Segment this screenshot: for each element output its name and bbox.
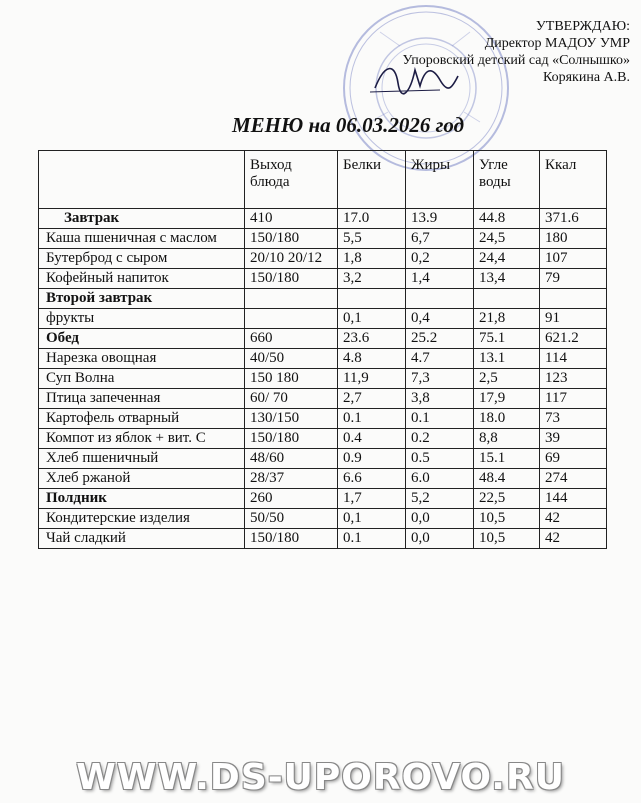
table-row [39, 529, 607, 549]
header-carbs: Угле воды [474, 151, 540, 209]
cell-name: Завтрак [39, 209, 245, 229]
cell-fat: 25.2 [406, 329, 474, 349]
cell-output: 150/180 [245, 269, 338, 289]
cell-kcal: 371.6 [540, 209, 607, 229]
cell-output: 260 [245, 489, 338, 509]
table-row [39, 469, 607, 489]
approval-name: Корякина А.В. [542, 70, 630, 85]
cell-protein: 1,7 [338, 489, 406, 509]
table-row [39, 229, 607, 249]
cell-name: Нарезка овощная [39, 349, 245, 369]
header-protein: Белки [338, 151, 406, 209]
cell-fat: 13.9 [406, 209, 474, 229]
menu-title: МЕНЮ на 06.03.2026 год [232, 113, 464, 137]
cell-carbs: 17,9 [474, 389, 540, 409]
cell-protein: 5,5 [338, 229, 406, 249]
cell-output: 40/50 [245, 349, 338, 369]
cell-carbs: 10,5 [474, 529, 540, 549]
cell-kcal: 621.2 [540, 329, 607, 349]
cell-output: 410 [245, 209, 338, 229]
cell-protein: 2,7 [338, 389, 406, 409]
cell-carbs: 24,4 [474, 249, 540, 269]
cell-protein: 0.9 [338, 449, 406, 469]
cell-output: 660 [245, 329, 338, 349]
cell-protein: 4.8 [338, 349, 406, 369]
cell-carbs [474, 289, 540, 309]
cell-output: 150/180 [245, 229, 338, 249]
cell-output [245, 289, 338, 309]
cell-kcal [540, 289, 607, 309]
cell-protein: 0.1 [338, 409, 406, 429]
table-row [39, 269, 607, 289]
cell-carbs: 15.1 [474, 449, 540, 469]
cell-name: Птица запеченная [39, 389, 245, 409]
cell-kcal: 42 [540, 529, 607, 549]
table-row [39, 249, 607, 269]
cell-carbs: 24,5 [474, 229, 540, 249]
cell-kcal: 79 [540, 269, 607, 289]
cell-name: Обед [39, 329, 245, 349]
cell-kcal: 180 [540, 229, 607, 249]
cell-name: Полдник [39, 489, 245, 509]
cell-carbs: 18.0 [474, 409, 540, 429]
cell-carbs: 2,5 [474, 369, 540, 389]
header-row [39, 151, 607, 209]
cell-carbs: 13,4 [474, 269, 540, 289]
cell-protein: 17.0 [338, 209, 406, 229]
cell-fat: 0,4 [406, 309, 474, 329]
cell-fat: 3,8 [406, 389, 474, 409]
cell-output: 48/60 [245, 449, 338, 469]
cell-kcal: 42 [540, 509, 607, 529]
cell-carbs: 48.4 [474, 469, 540, 489]
cell-protein: 11,9 [338, 369, 406, 389]
cell-kcal: 69 [540, 449, 607, 469]
cell-name: Кондитерские изделия [39, 509, 245, 529]
cell-kcal: 39 [540, 429, 607, 449]
cell-kcal: 144 [540, 489, 607, 509]
cell-fat: 0,2 [406, 249, 474, 269]
cell-fat: 0,0 [406, 509, 474, 529]
cell-protein: 3,2 [338, 269, 406, 289]
menu-table [38, 150, 607, 549]
cell-name: Бутерброд с сыром [39, 249, 245, 269]
cell-protein: 0,1 [338, 309, 406, 329]
table-row [39, 389, 607, 409]
cell-name: Хлеб ржаной [39, 469, 245, 489]
cell-fat: 6,7 [406, 229, 474, 249]
cell-fat [406, 289, 474, 309]
cell-fat: 1,4 [406, 269, 474, 289]
table-row [39, 449, 607, 469]
cell-protein: 0.4 [338, 429, 406, 449]
cell-name: Второй завтрак [39, 289, 245, 309]
table-row [39, 409, 607, 429]
cell-name: Каша пшеничная с маслом [39, 229, 245, 249]
cell-output: 60/ 70 [245, 389, 338, 409]
cell-kcal: 91 [540, 309, 607, 329]
table-row [39, 489, 607, 509]
cell-carbs: 44.8 [474, 209, 540, 229]
cell-output: 28/37 [245, 469, 338, 489]
cell-kcal: 274 [540, 469, 607, 489]
cell-output: 150/180 [245, 429, 338, 449]
cell-carbs: 21,8 [474, 309, 540, 329]
cell-fat: 0.1 [406, 409, 474, 429]
cell-fat: 0.2 [406, 429, 474, 449]
cell-name: Компот из яблок + вит. С [39, 429, 245, 449]
approval-block [330, 18, 630, 86]
cell-protein: 0.1 [338, 529, 406, 549]
header-output: Выход блюда [245, 151, 338, 209]
table-row [39, 309, 607, 329]
approval-position: Директор МАДОУ УМР [484, 36, 630, 51]
cell-name: Суп Волна [39, 369, 245, 389]
cell-fat: 0,0 [406, 529, 474, 549]
table-row [39, 349, 607, 369]
cell-protein: 1,8 [338, 249, 406, 269]
table-row [39, 429, 607, 449]
cell-output: 20/10 20/12 [245, 249, 338, 269]
cell-carbs: 13.1 [474, 349, 540, 369]
approval-heading: УТВЕРЖДАЮ: [535, 19, 630, 34]
table-row [39, 369, 607, 389]
cell-name: Чай сладкий [39, 529, 245, 549]
table-row [39, 329, 607, 349]
cell-fat: 4.7 [406, 349, 474, 369]
cell-fat: 0.5 [406, 449, 474, 469]
cell-output: 130/150 [245, 409, 338, 429]
cell-kcal: 107 [540, 249, 607, 269]
cell-carbs: 75.1 [474, 329, 540, 349]
cell-output [245, 309, 338, 329]
cell-kcal: 117 [540, 389, 607, 409]
cell-name: Картофель отварный [39, 409, 245, 429]
cell-output: 150/180 [245, 529, 338, 549]
cell-protein: 6.6 [338, 469, 406, 489]
cell-output: 50/50 [245, 509, 338, 529]
header-kcal: Ккал [540, 151, 607, 209]
cell-name: фрукты [39, 309, 245, 329]
header-dish [39, 151, 245, 209]
cell-fat: 6.0 [406, 469, 474, 489]
cell-kcal: 114 [540, 349, 607, 369]
cell-name: Хлеб пшеничный [39, 449, 245, 469]
site-url-watermark: WWW.DS-UPOROVO.RU [76, 757, 565, 798]
table-row [39, 289, 607, 309]
cell-carbs: 10,5 [474, 509, 540, 529]
cell-carbs: 22,5 [474, 489, 540, 509]
approval-organization: Упоровский детский сад «Солнышко» [402, 53, 630, 68]
cell-output: 150 180 [245, 369, 338, 389]
cell-carbs: 8,8 [474, 429, 540, 449]
cell-fat: 5,2 [406, 489, 474, 509]
cell-protein [338, 289, 406, 309]
cell-protein: 23.6 [338, 329, 406, 349]
table-row [39, 509, 607, 529]
header-fat: Жиры [406, 151, 474, 209]
table-row [39, 209, 607, 229]
cell-kcal: 123 [540, 369, 607, 389]
cell-protein: 0,1 [338, 509, 406, 529]
cell-fat: 7,3 [406, 369, 474, 389]
cell-name: Кофейный напиток [39, 269, 245, 289]
cell-kcal: 73 [540, 409, 607, 429]
